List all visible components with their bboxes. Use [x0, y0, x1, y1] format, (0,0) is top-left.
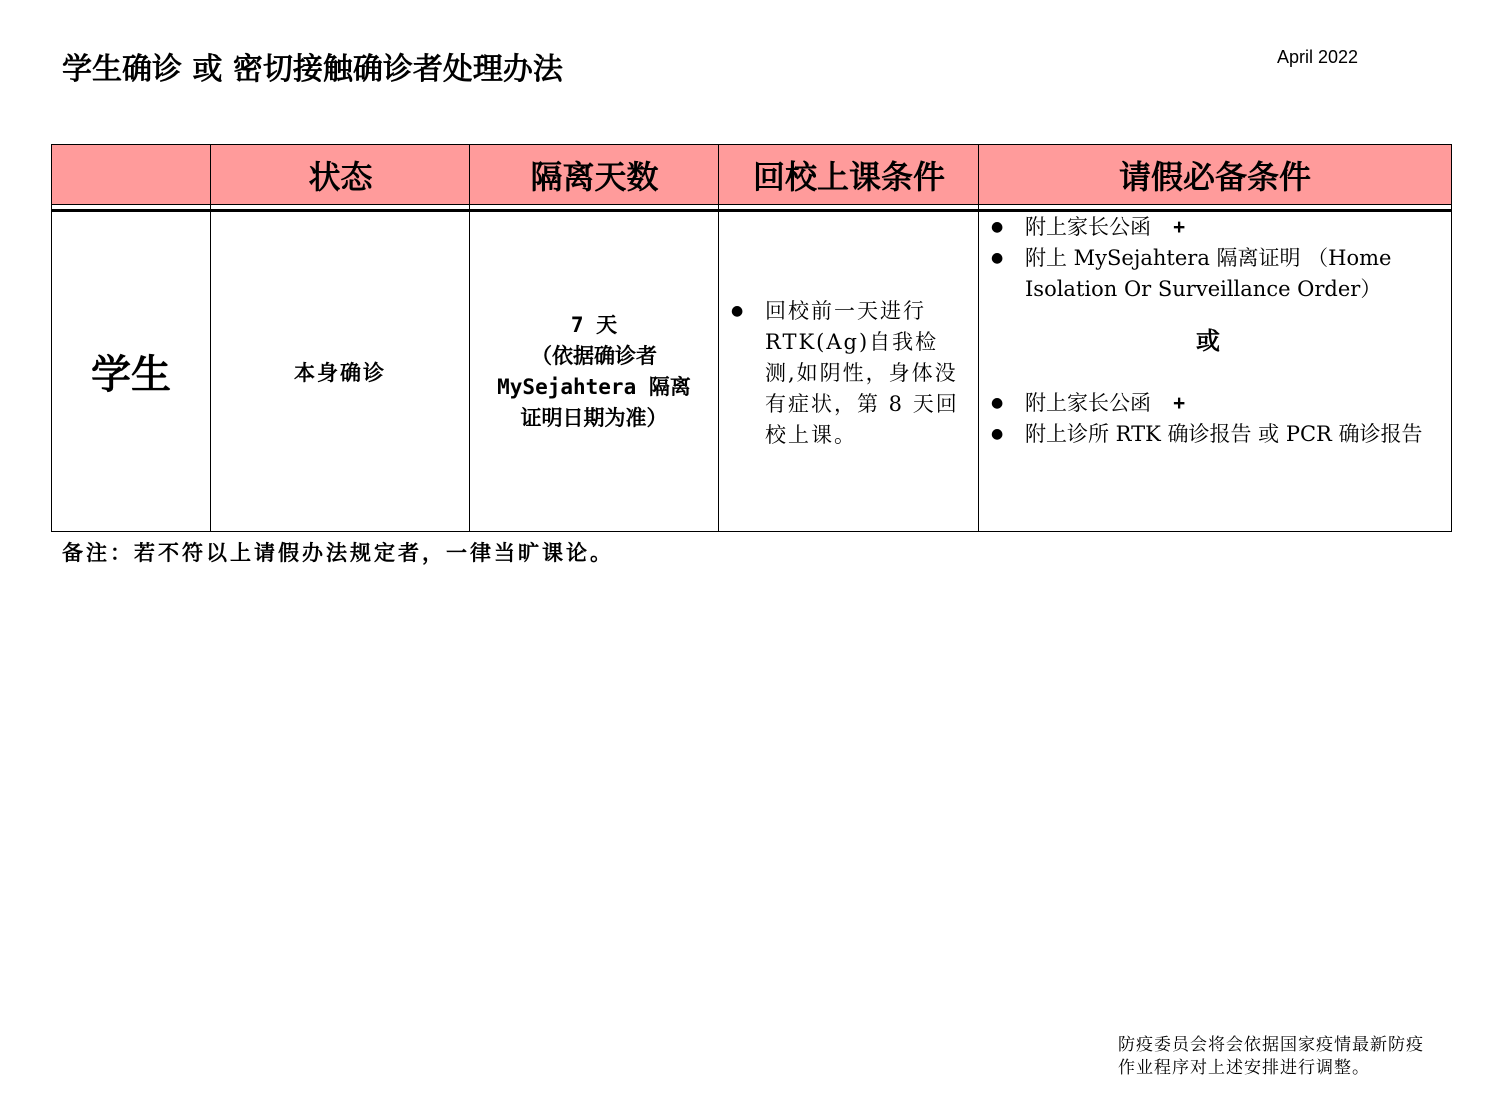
days-note-line: （依据确诊者 — [531, 343, 657, 368]
days-note-line: MySejahtera 隔离 — [497, 374, 691, 399]
quarantine-days-cell — [470, 212, 718, 531]
list-item — [979, 212, 1437, 243]
row-category-student: 学生 — [91, 352, 171, 398]
requirement-text: 附上家长公函 — [1025, 391, 1151, 415]
list-item: ● 回校前一天进行RTK(Ag)自我检测,如阴性，身体没有症状，第 8 天回校上课。 — [719, 296, 968, 451]
page-title: 学生确诊 或 密切接触确诊者处理办法 — [62, 52, 563, 87]
footer-line: 防疫委员会将会依据国家疫情最新防疫 — [1118, 1035, 1424, 1055]
return-condition-cell — [719, 212, 978, 531]
or-separator: 或 — [1196, 326, 1220, 355]
document-date: April 2022 — [1277, 47, 1359, 67]
header-cell-leave-requirements: 请假必备条件 — [1118, 157, 1311, 196]
list-item — [979, 388, 1437, 419]
return-condition-list — [719, 296, 968, 451]
footer-note — [1118, 1034, 1478, 1080]
plus-sign: + — [1173, 216, 1186, 239]
leave-requirements-list-2 — [979, 388, 1437, 450]
footer-line: 作业程序对上述安排进行调整。 — [1118, 1058, 1370, 1078]
requirement-text: 附上 MySejahtera 隔离证明 （Home Isolation Or Surveillance Order） — [1025, 246, 1392, 301]
leave-requirements-list-1 — [979, 212, 1437, 305]
requirement-text: 附上家长公函 — [1025, 215, 1151, 239]
leave-requirements-cell — [979, 212, 1451, 531]
header-cell-status: 状态 — [308, 157, 373, 196]
header-cell-empty — [52, 145, 211, 204]
header-divider-thin — [52, 204, 1451, 205]
days-note-line: 证明日期为准） — [520, 405, 668, 430]
header-cell-return-condition: 回校上课条件 — [752, 157, 945, 196]
remark-note: 备注：若不符以上请假办法规定者，一律当旷课论。 — [62, 540, 614, 565]
days-count: 7 天 — [570, 312, 618, 337]
list-item — [979, 419, 1437, 450]
plus-sign: + — [1173, 392, 1186, 415]
table-header-row — [52, 145, 1451, 204]
list-item — [979, 243, 1437, 305]
requirement-text: 附上诊所 RTK 确诊报告 或 PCR 确诊报告 — [1025, 422, 1423, 446]
status-cell: 本身确诊 — [294, 359, 386, 385]
header-cell-quarantine-days: 隔离天数 — [530, 157, 659, 196]
leave-policy-table — [51, 144, 1452, 532]
